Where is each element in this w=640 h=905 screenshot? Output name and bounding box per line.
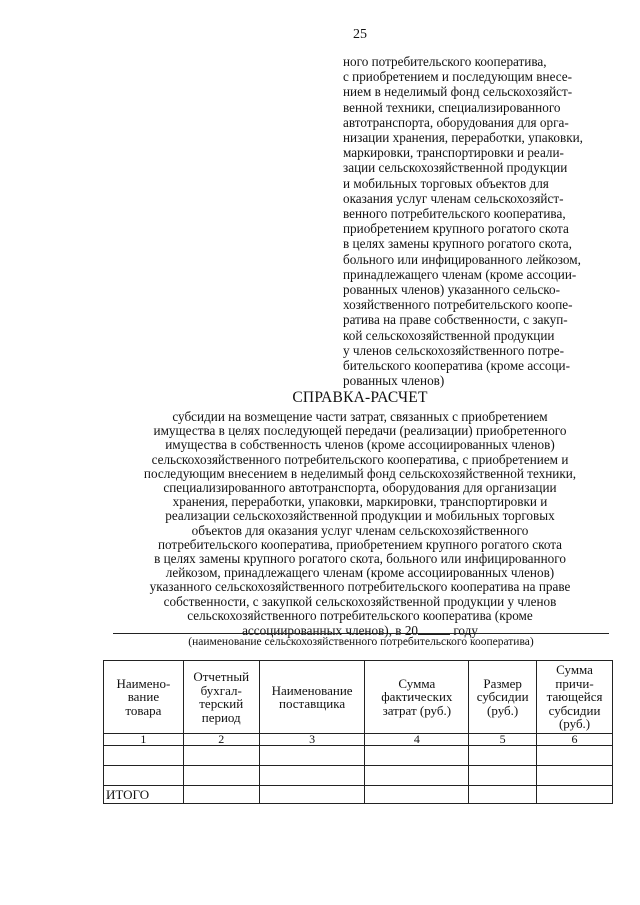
document-subtitle: [100, 410, 620, 638]
table-cell: [259, 766, 365, 786]
coop-name-caption: (наименование сельскохозяйственного потребительского кооператива): [188, 636, 534, 648]
table-cell: [469, 766, 537, 786]
table-cell: [183, 766, 259, 786]
column-header-period: Отчетный бухгал- терский период: [183, 661, 259, 734]
subtitle-text: субсидии на возмещение части затрат, связанных с приобретением имущества в целях последующей передачи (реализации) приобретенного имущества в собственность членов (кроме ассоциированных членов) сельскохозяйственного потребительского кооператива, с приобретением и последующим внесением в неделимый фонд сельскохозяйственной техники, специализированного автотранспорта, оборудования для организации хранения, переработки, упаковки, маркировки, транспортировки и реализации сельскохозяйственной продукции и мобильных торговых объектов для оказания услуг членам сельскохозяйственного потребительского кооператива, приобретением крупного рогатого скота в целях замены крупного рогатого скота, больного или инфицированного лейкозом, принадлежащего членам (кроме ассоциированных членов) указанного сельскохозяйственного потребительского кооператива на праве собственности, с закупкой сельскохозяйственной продукции у членов сельскохозяйственного потребительского кооператива (кроме ассоциированных членов), в 20: [143, 409, 577, 639]
total-row: [104, 786, 613, 804]
table-cell: [537, 746, 613, 766]
column-number: 6: [537, 734, 613, 746]
table-cell: [259, 786, 365, 804]
table-cell: [365, 786, 469, 804]
column-header-actual-costs: Сумма фактических затрат (руб.): [365, 661, 469, 734]
column-number-row: [104, 734, 613, 746]
header-text-block: ного потребительского кооператива, с приобретением и последующим внесе- нием в неделимый фонд сельскохозяйст- венной техники, специализированного автотранспорта, оборудования для орга- низации хранения, переработки, упаковки, маркировки, транспортировки и реали- зации сельскохозяйственной продукции и мобильных торговых объектов для оказания услуг членам сельскохозяйст- венного потребительского кооператива, приобретением крупного рогатого скота в целях замены крупного рогатого скота, больного или инфицированного лейкозом, принадлежащего членам (кроме ассоции- рованных членов) указанного сельско- хозяйственного потребительского коопе- ратива на праве собственности, с закуп- кой сельскохозяйственной продукции у членов сельскохозяйственного потре- бительского кооператива (кроме ассоци- рованных членов): [343, 54, 583, 389]
coop-name-line: [113, 633, 609, 634]
table-cell: [469, 786, 537, 804]
page-number: 25: [353, 27, 367, 42]
table-row: [104, 766, 613, 786]
column-number: 1: [104, 734, 184, 746]
calculation-table: [103, 660, 613, 804]
table-cell: [259, 746, 365, 766]
table-cell: [183, 786, 259, 804]
column-header-subsidy-rate: Размер субсидии (руб.): [469, 661, 537, 734]
document-title: СПРАВКА-РАСЧЕТ: [292, 389, 428, 406]
column-header-supplier: Наименование поставщика: [259, 661, 365, 734]
column-number: 5: [469, 734, 537, 746]
table-cell: [537, 766, 613, 786]
table-cell: [104, 746, 184, 766]
table-cell: [365, 746, 469, 766]
table-cell: [469, 746, 537, 766]
total-label: ИТОГО: [104, 786, 184, 804]
column-number: 3: [259, 734, 365, 746]
table-cell: [365, 766, 469, 786]
table-header-row: [104, 661, 613, 734]
table-cell: [104, 766, 184, 786]
column-header-subsidy-due: Сумма причи- тающейся субсидии (руб.): [537, 661, 613, 734]
column-number: 2: [183, 734, 259, 746]
column-number: 4: [365, 734, 469, 746]
table-cell: [183, 746, 259, 766]
subtitle-end: году: [453, 623, 478, 639]
table-row: [104, 746, 613, 766]
column-header-product: Наимено- вание товара: [104, 661, 184, 734]
table-cell: [537, 786, 613, 804]
